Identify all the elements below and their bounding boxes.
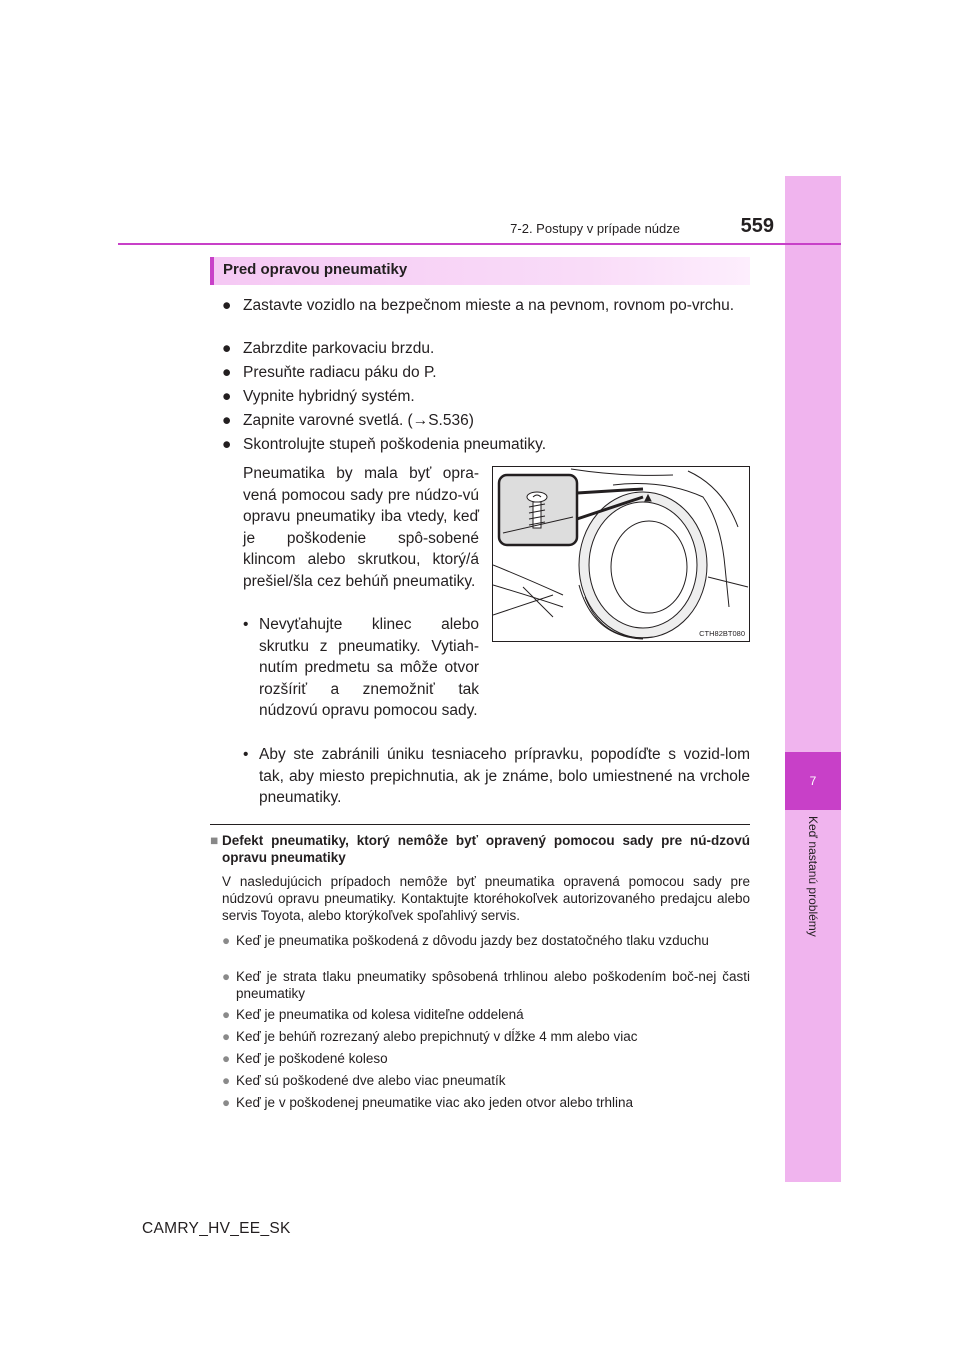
list-item xyxy=(222,361,750,385)
list-item-text: Zapnite varovné svetlá. (→S.536) xyxy=(243,412,474,429)
section-divider xyxy=(210,824,750,825)
list-item xyxy=(222,433,750,457)
note-list-item xyxy=(222,968,750,1002)
bullet-icon: ● xyxy=(222,388,232,405)
note-list-item xyxy=(222,1006,750,1023)
note-body: V nasledujúcich prípadoch nemôže byť pneumatika opravená pomocou sady pre núdzovú opravu pneumatiky. Kontaktujte ktoréhokoľvek autorizovaného predajcu alebo servis Toyota, alebo ktorýkoľvek spoľahlivý servis. xyxy=(222,874,750,923)
section-title-bar xyxy=(210,257,750,285)
list-item xyxy=(222,409,750,433)
bullet-icon: ● xyxy=(222,436,232,453)
chapter-number: 7 xyxy=(785,752,841,810)
list-item xyxy=(222,385,750,409)
bullet-icon: ● xyxy=(222,1073,231,1088)
document-code: CAMRY_HV_EE_SK xyxy=(142,1220,291,1237)
tire-illustration xyxy=(492,466,750,642)
sub-list-item xyxy=(243,614,479,722)
note-list-item xyxy=(222,1050,750,1067)
bullet-icon: • xyxy=(243,746,249,763)
note-list-item-text: Keď je pneumatika od kolesa viditeľne oddelená xyxy=(236,1007,524,1022)
note-heading-text: Defekt pneumatiky, ktorý nemôže byť opravený pomocou sady pre nú-dzovú opravu pneumatiky xyxy=(222,833,750,865)
list-item xyxy=(222,337,750,361)
chapter-side-tab xyxy=(785,176,841,1182)
section-title: Pred opravou pneumatiky xyxy=(223,261,408,278)
note-list-item xyxy=(222,1072,750,1089)
bullet-icon: ● xyxy=(222,933,231,948)
note-list-item-text: Keď je behúň rozrezaný alebo prepichnutý v dĺžke 4 mm alebo viac xyxy=(236,1029,638,1044)
bullet-icon: ● xyxy=(222,1051,231,1066)
bullet-icon: ● xyxy=(222,1007,231,1022)
note-list-item-text: Keď je pneumatika poškodená z dôvodu jazdy bez dostatočného tlaku vzduchu xyxy=(236,933,709,948)
list-item xyxy=(222,294,750,318)
chapter-title: Keď nastanú problémy xyxy=(806,816,820,937)
bullet-icon: ● xyxy=(222,1095,231,1110)
bullet-icon: ● xyxy=(222,969,231,984)
page-number: 559 xyxy=(740,215,774,237)
figure-caption: CTH82BT080 xyxy=(699,629,745,638)
list-item-text: Skontrolujte stupeň poškodenia pneumatiky. xyxy=(243,436,547,453)
running-header: 7-2. Postupy v prípade núdze xyxy=(510,221,680,236)
note-list-item xyxy=(222,1094,750,1111)
list-item-text: Presuňte radiacu páku do P. xyxy=(243,364,437,381)
section-accent xyxy=(210,257,214,285)
sub-list-item xyxy=(243,744,750,809)
note-list-item-text: Keď je poškodené koleso xyxy=(236,1051,388,1066)
header-rule xyxy=(118,243,841,245)
list-item-text: Zabrzdite parkovaciu brzdu. xyxy=(243,340,435,357)
square-bullet-icon: ■ xyxy=(210,833,219,848)
note-list-item xyxy=(222,932,750,949)
bullet-icon: ● xyxy=(222,364,232,381)
bullet-icon: ● xyxy=(222,412,232,429)
sub-list-item-text: Aby ste zabránili úniku tesniaceho prípravku, popodíďte s vozid-lom tak, aby miesto prepichnutia, ak je známe, bolo umiestnené na vrchole pneumatiky. xyxy=(259,746,750,807)
note-list-item-text: Keď je strata tlaku pneumatiky spôsobená trhlinou alebo poškodením boč-nej časti pneumatiky xyxy=(236,969,750,1001)
tire-with-nail-illustration xyxy=(493,467,749,641)
note-heading xyxy=(210,832,750,866)
note-list-item xyxy=(222,1028,750,1045)
bullet-icon: • xyxy=(243,616,249,633)
sub-list-item-text: Nevyťahujte klinec alebo skrutku z pneumatiky. Vytiah-nutím predmetu sa môže otvor rozšíriť a znemožniť tak núdzovú opravu pomocou sady. xyxy=(259,616,479,720)
bullet-icon: ● xyxy=(222,297,232,314)
bullet-icon: ● xyxy=(222,1029,231,1044)
bullet-icon: ● xyxy=(222,340,232,357)
note-list-item-text: Keď je v poškodenej pneumatike viac ako jeden otvor alebo trhlina xyxy=(236,1095,634,1110)
list-item-text: Vypnite hybridný systém. xyxy=(243,388,415,405)
description-paragraph: Pneumatika by mala byť opra-vená pomocou sady pre núdzo-vú opravu pneumatiky iba vtedy, keď je poškodenie spô-sobené klincom alebo skrutkou, ktorý/á prešiel/šla cez behúň pneumatiky. xyxy=(243,465,479,590)
list-item-text: Zastavte vozidlo na bezpečnom mieste a na pevnom, rovnom po-vrchu. xyxy=(243,297,735,314)
note-list-item-text: Keď sú poškodené dve alebo viac pneumatík xyxy=(236,1073,506,1088)
